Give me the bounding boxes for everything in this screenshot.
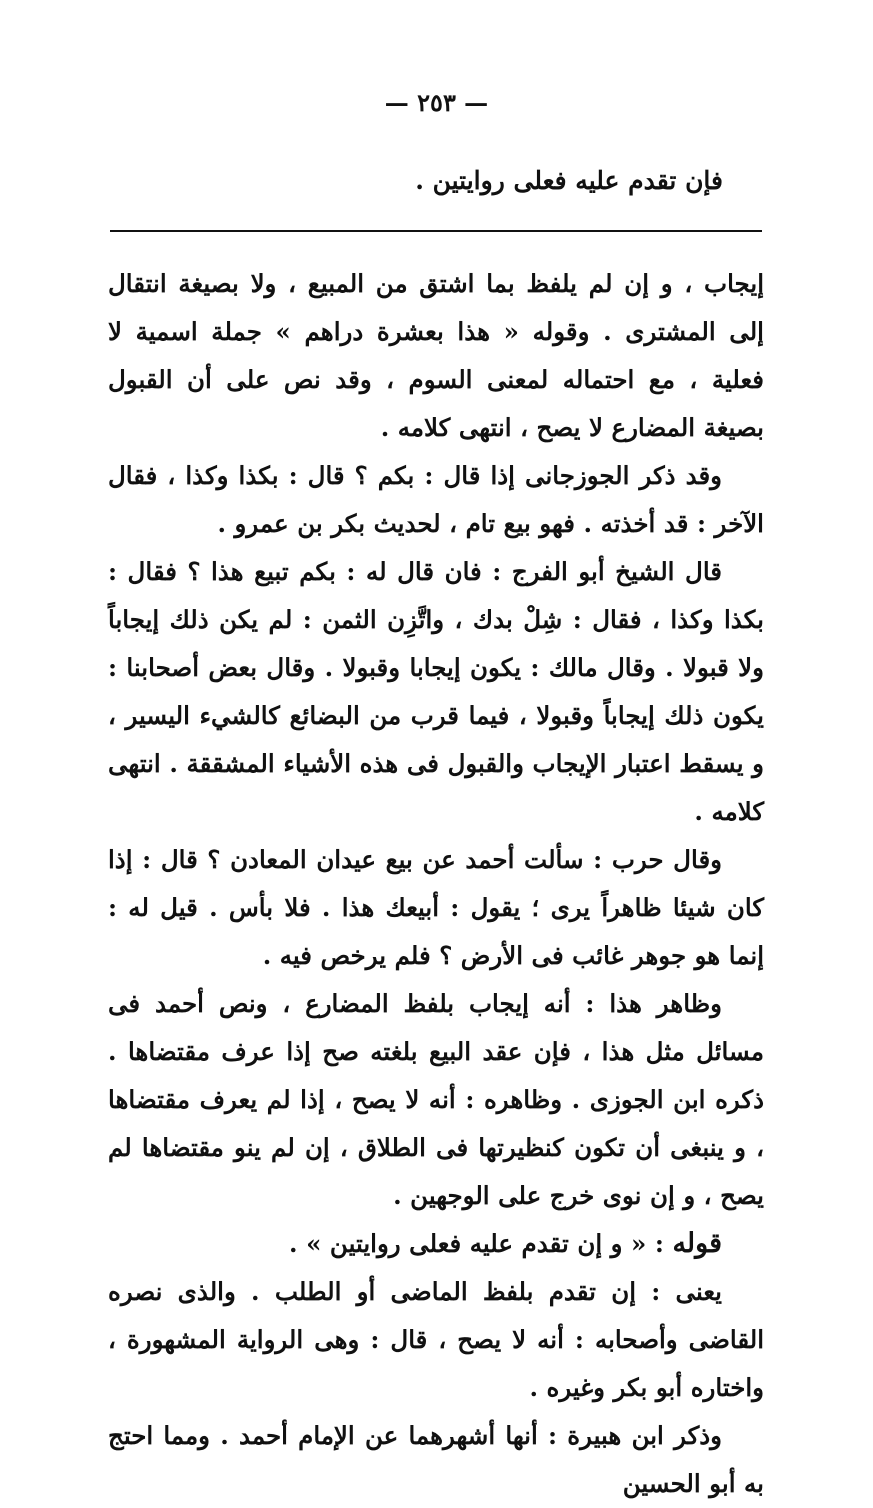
paragraph: يعنى : إن تقدم بلفظ الماضى أو الطلب . والذى نصره القاضى وأصحابه : أنه لا يصح ، قال : وهى الرواية المشهورة ، واختاره أبو بكر وغيره . [108,1277,764,1402]
commentary-text [108,260,764,1508]
paragraph: قال الشيخ أبو الفرج : فان قال له : بكم تبيع هذا ؟ فقال : بكذا وكذا ، فقال : شِلْ بدك ، واتَّزِن الثمن : لم يكن ذلك إيجاباً ولا قبولا . وقال مالك : يكون إيجابا وقبولا . وقال بعض أصحابنا : يكون ذلك إيجاباً وقبولا ، فيما قرب من البضائع كالشيء اليسير ، و يسقط اعتبار الإيجاب والقبول فى هذه الأشياء المشققة . انتهى كلامه . [108,557,764,826]
quoted-heading [108,1220,764,1268]
quoted-text: : « و إن تقدم عليه فعلى روايتين » . [289,1229,673,1258]
paragraph: وذكر ابن هبيرة : أنها أشهرهما عن الإمام أحمد . ومما احتج به أبو الحسين [108,1421,764,1498]
page-number: — ٢٥٣ — [384,88,489,117]
lead-word: قوله [672,1228,722,1259]
paragraph: وظاهر هذا : أنه إيجاب بلفظ المضارع ، ونص أحمد فى مسائل مثل هذا ، فإن عقد البيع بلغته صح إذا عرف مقتضاها . ذكره ابن الجوزى . وظاهره : أنه لا يصح ، إذا لم يعرف مقتضاها ، و ينبغى أن تكون كنظيرتها فى الطلاق ، إن لم ينو مقتضاها لم يصح ، و إن نوى خرج على الوجهين . [108,989,764,1210]
paragraph: إيجاب ، و إن لم يلفظ بما اشتق من المبيع ، ولا بصيغة انتقال إلى المشترى . وقوله « هذا بعشرة دراهم » جملة اسمية لا فعلية ، مع احتماله لمعنى السوم ، وقد نص على أن القبول بصيغة المضارع لا يصح ، انتهى كلامه . [108,269,764,442]
separator-rule [110,230,762,232]
main-text: فإن تقدم عليه فعلى روايتين . [415,166,723,195]
paragraph: وقال حرب : سألت أحمد عن بيع عيدان المعادن ؟ قال : إذا كان شيئا ظاهراً يرى ؛ يقول : أبيعك هذا . فلا بأس . قيل له : إنما هو جوهر غائب فى الأرض ؟ فلم يرخص فيه . [108,845,764,970]
paragraph: وقد ذكر الجوزجانى إذا قال : بكم ؟ قال : بكذا وكذا ، فقال الآخر : قد أخذته . فهو بيع تام ، لحديث بكر بن عمرو . [108,461,764,538]
